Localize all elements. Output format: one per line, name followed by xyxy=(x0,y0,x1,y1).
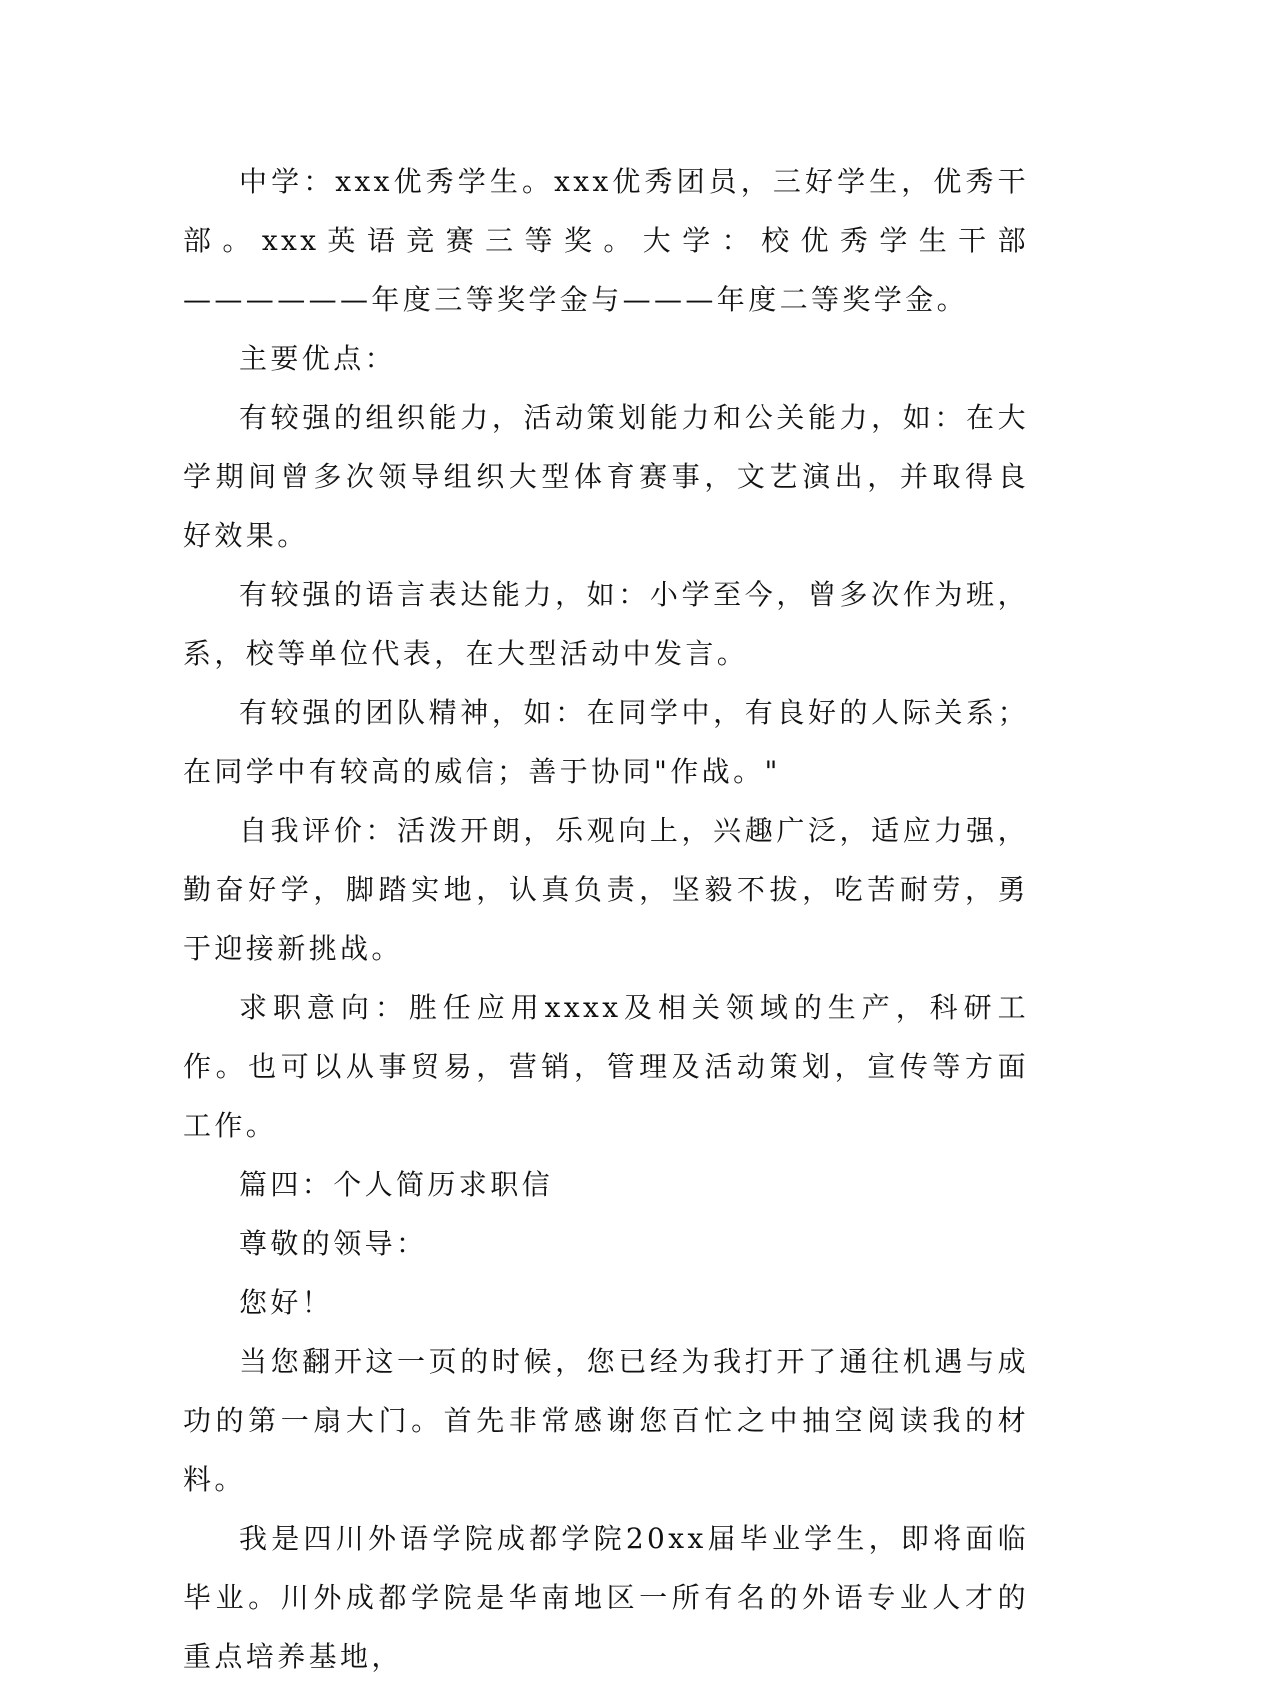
paragraph-speaking-ability: 有较强的语言表达能力，如：小学至今，曾多次作为班，系，校等单位代表，在大型活动中发言。 xyxy=(183,578,1029,670)
letter-greeting: 您好！ xyxy=(239,1286,334,1319)
letter-paragraph-introduction: 我是四川外语学院成都学院20xx届毕业学生，即将面临毕业。川外成都学院是华南地区一所有名的外语专业人才的重点培养基地， xyxy=(183,1522,1029,1673)
paragraph-strengths-heading: 主要优点： xyxy=(239,342,397,375)
paragraph-self-evaluation: 自我评价：活泼开朗，乐观向上，兴趣广泛，适应力强，勤奋好学，脚踏实地，认真负责，坚毅不拔，吃苦耐劳，勇于迎接新挑战。 xyxy=(183,814,1029,965)
letter-salutation: 尊敬的领导： xyxy=(239,1227,428,1260)
letter-paragraph-opening: 当您翻开这一页的时候，您已经为我打开了通往机遇与成功的第一扇大门。首先非常感谢您百忙之中抽空阅读我的材料。 xyxy=(183,1345,1029,1496)
document-body xyxy=(183,152,1029,1686)
section-title: 篇四：个人简历求职信 xyxy=(239,1168,554,1201)
paragraph-team-spirit: 有较强的团队精神，如：在同学中，有良好的人际关系；在同学中有较高的威信；善于协同"作战。" xyxy=(183,696,1029,788)
paragraph-organization-ability: 有较强的组织能力，活动策划能力和公关能力，如：在大学期间曾多次领导组织大型体育赛事，文艺演出，并取得良好效果。 xyxy=(183,401,1029,552)
paragraph-job-intention: 求职意向：胜任应用xxxx及相关领域的生产，科研工作。也可以从事贸易，营销，管理及活动策划，宣传等方面工作。 xyxy=(183,991,1029,1142)
paragraph-awards: 中学：xxx优秀学生。xxx优秀团员，三好学生，优秀干部。xxx英语竞赛三等奖。大学：校优秀学生干部——————年度三等奖学金与———年度二等奖学金。 xyxy=(183,165,1029,316)
